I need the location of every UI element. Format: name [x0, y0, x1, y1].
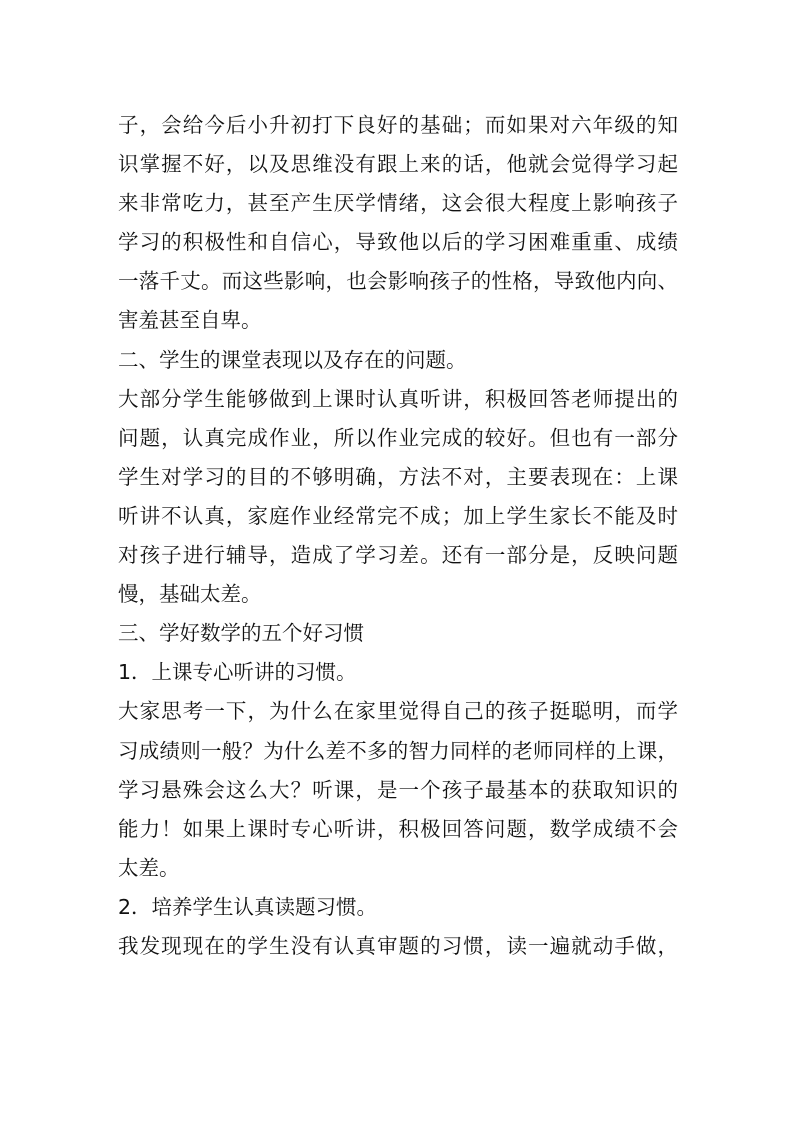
text-line: 一落千丈。而这些影响，也会影响孩子的性格，导致他内向、 — [118, 269, 678, 294]
text-line: 太差。 — [118, 855, 180, 880]
subsection-heading: 2．培养学生认真读题习惯。 — [118, 894, 378, 919]
text-line: 识掌握不好，以及思维没有跟上来的话，他就会觉得学习起 — [118, 152, 678, 177]
text-line: 问题，认真完成作业，所以作业完成的较好。但也有一部分 — [118, 425, 678, 450]
text-line: 子，会给今后小升初打下良好的基础；而如果对六年级的知 — [118, 113, 678, 137]
text-line: 害羞甚至自卑。 — [118, 308, 262, 333]
text-line: 大家思考一下，为什么在家里觉得自己的孩子挺聪明，而学 — [118, 699, 678, 724]
text-line: 学习悬殊会这么大？听课，是一个孩子最基本的获取知识的 — [118, 777, 678, 802]
text-line: 大部分学生能够做到上课时认真听讲，积极回答老师提出的 — [118, 386, 678, 411]
body-text — [118, 106, 678, 966]
section-heading: 二、学生的课堂表现以及存在的问题。 — [118, 347, 467, 372]
text-line: 学生对学习的目的不够明确，方法不对，主要表现在：上课 — [118, 464, 678, 489]
text-line: 慢，基础太差。 — [118, 582, 262, 607]
text-line: 能力！如果上课时专心听讲，积极回答问题，数学成绩不会 — [118, 816, 678, 841]
text-line: 来非常吃力，甚至产生厌学情绪，这会很大程度上影响孩子 — [118, 191, 678, 216]
subsection-heading: 1．上课专心听讲的习惯。 — [118, 660, 357, 685]
text-line: 我发现现在的学生没有认真审题的习惯，读一遍就动手做， — [118, 933, 678, 958]
text-line: 习成绩则一般？为什么差不多的智力同样的老师同样的上课， — [118, 738, 678, 763]
text-line: 听讲不认真，家庭作业经常完不成；加上学生家长不能及时 — [118, 503, 678, 528]
section-heading: 三、学好数学的五个好习惯 — [118, 621, 364, 646]
text-line: 对孩子进行辅导，造成了学习差。还有一部分是，反映问题 — [118, 543, 678, 568]
text-line: 学习的积极性和自信心，导致他以后的学习困难重重、成绩 — [118, 230, 678, 255]
